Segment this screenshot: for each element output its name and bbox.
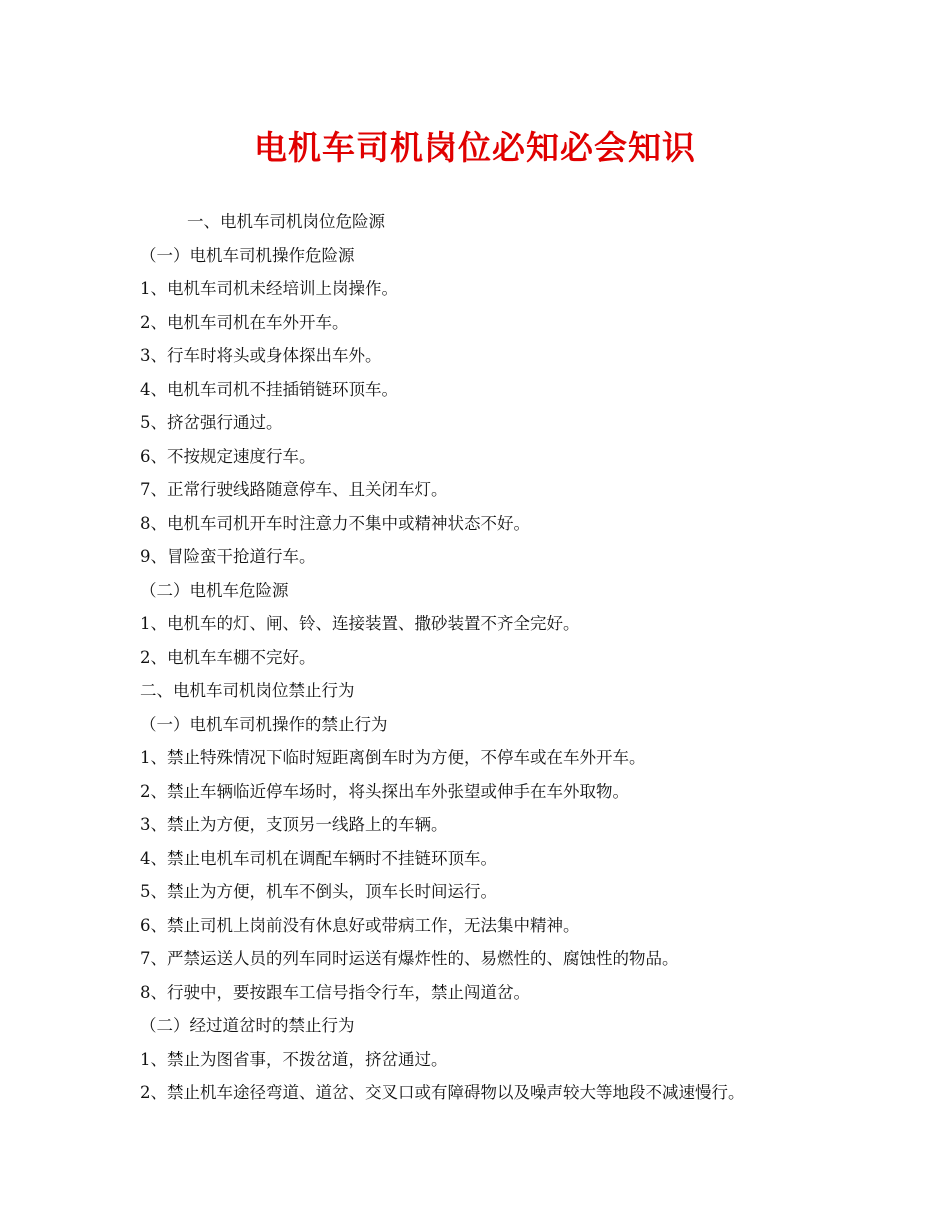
list-item: 2、禁止机车途径弯道、道岔、交叉口或有障碍物以及噪声较大等地段不减速慢行。 [140, 1083, 745, 1102]
section-heading: 一、电机车司机岗位危险源 [187, 212, 385, 231]
list-item: 2、禁止车辆临近停车场时，将头探出车外张望或伸手在车外取物。 [140, 781, 629, 801]
subsection-heading: （二）电机车危险源 [140, 580, 289, 600]
list-item: 7、严禁运送人员的列车同时运送有爆炸性的、易燃性的、腐蚀性的物品。 [140, 949, 679, 968]
list-item: 6、禁止司机上岗前没有休息好或带病工作，无法集中精神。 [140, 915, 580, 935]
subsection-heading: （二）经过道岔时的禁止行为 [140, 1016, 355, 1035]
list-item: 1、电机车司机未经培训上岗操作。 [140, 279, 398, 298]
list-item: 3、禁止为方便，支顶另一线路上的车辆。 [140, 815, 448, 834]
list-item: 7、正常行驶线路随意停车、且关闭车灯。 [140, 480, 448, 499]
subsection-heading: （一）电机车司机操作的禁止行为 [140, 714, 388, 734]
list-item: 5、禁止为方便，机车不倒头，顶车长时间运行。 [140, 882, 497, 901]
section-heading: 二、电机车司机岗位禁止行为 [140, 681, 355, 700]
list-item: 1、禁止为图省事，不拨岔道，挤岔通过。 [140, 1049, 448, 1069]
list-item: 2、电机车司机在车外开车。 [140, 312, 349, 332]
list-item: 5、挤岔强行通过。 [140, 413, 283, 432]
list-item: 1、禁止特殊情况下临时短距离倒车时为方便，不停车或在车外开车。 [140, 748, 646, 767]
list-item: 4、电机车司机不挂插销链环顶车。 [140, 379, 398, 399]
list-item: 9、冒险蛮干抢道行车。 [140, 547, 316, 566]
list-item: 8、电机车司机开车时注意力不集中或精神状态不好。 [140, 513, 530, 533]
list-item: 4、禁止电机车司机在调配车辆时不挂链环顶车。 [140, 848, 497, 868]
list-item: 8、行驶中，要按跟车工信号指令行车，禁止闯道岔。 [140, 982, 530, 1002]
document-title: 电机车司机岗位必知必会知识 [254, 128, 696, 167]
subsection-heading: （一）电机车司机操作危险源 [140, 245, 355, 265]
list-item: 3、行车时将头或身体探出车外。 [140, 346, 382, 365]
list-item: 2、电机车车棚不完好。 [140, 647, 316, 667]
document-body [0, 205, 950, 1110]
list-item: 1、电机车的灯、闸、铃、连接装置、撒砂装置不齐全完好。 [140, 614, 580, 633]
list-item: 6、不按规定速度行车。 [140, 446, 316, 466]
